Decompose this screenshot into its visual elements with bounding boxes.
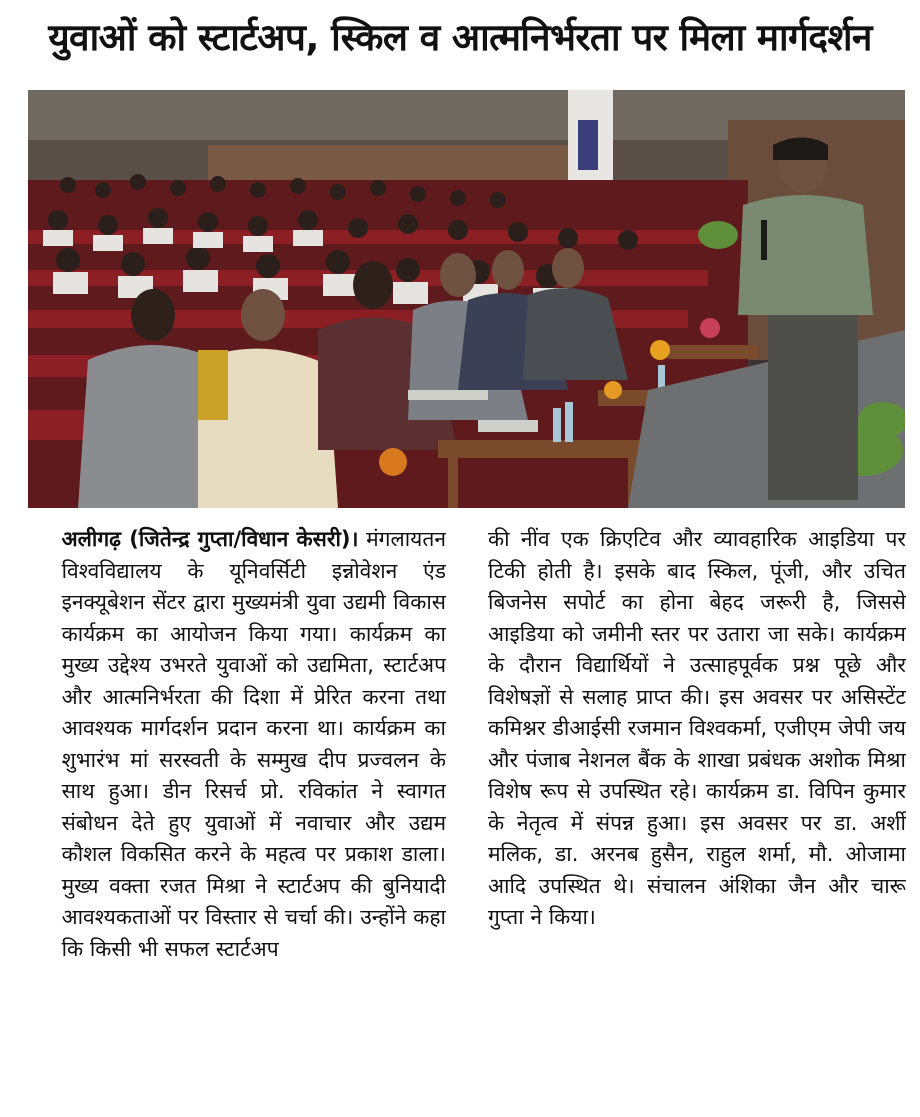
byline: अलीगढ़ (जितेन्द्र गुप्ता/विधान केसरी)। xyxy=(61,527,359,551)
headline: युवाओं को स्टार्टअप, स्किल व आत्मनिर्भरता पर मिला मार्गदर्शन xyxy=(48,16,872,59)
article-body-right: की नींव एक क्रिएटिव और व्यावहारिक आइडिया पर टिकी होती है। इसके बाद स्किल, पूंजी, और उचित बिजनेस सपोर्ट का होना बेहद जरूरी है, जिससे आइडिया को जमीनी स्तर पर उतारा जा सके। कार्यक्रम के दौरान विद्यार्थियों ने उत्साहपूर्वक प्रश्न पूछे और विशेषज्ञों से सलाह प्राप्त की। इस अवसर पर असिस्टेंट कमिश्नर डीआईसी रजमान विश्वकर्मा, एजीएम जेपी जय और पंजाब नेशनल बैंक के शाखा प्रबंधक अशोक मिश्रा विशेष रूप से उपस्थित रहे। कार्यक्रम डा. विपिन कुमार के नेतृत्व में संपन्न हुआ। इस अवसर पर डा. अर्शी मलिक, डा. अरनब हुसैन, राहुल शर्मा, मौ. ओजामा आदि उपस्थित थे। संचालन अंशिका जैन और चारू गुप्ता ने किया। xyxy=(488,527,906,929)
article-column-left xyxy=(28,524,446,1110)
article-column-right xyxy=(488,524,906,1110)
article-body-left: मंगलायतन विश्वविद्यालय के यूनिवर्सिटी इन्नोवेशन एंड इनक्यूबेशन सेंटर द्वारा मुख्यमंत्री युवा उद्यमी विकास कार्यक्रम का आयोजन किया गया। कार्यक्रम का मुख्य उद्देश्य उभरते युवाओं को उद्यमिता, स्टार्टअप और आत्मनिर्भरता की दिशा में प्रेरित करना तथा आवश्यक मार्गदर्शन प्रदान करना था। कार्यक्रम का शुभारंभ मां सरस्वती के सम्मुख दीप प्रज्वलन के साथ हुआ। डीन रिसर्च प्रो. रविकांत ने स्वागत संबोधन देते हुए युवाओं में नवाचार और उद्यम कौशल विकसित करने के महत्व पर प्रकाश डाला। मुख्य वक्ता रजत मिश्रा ने स्टार्टअप की बुनियादी आवश्यकताओं पर विस्तार से चर्चा की। उन्होंने कहा कि किसी भी सफल स्टार्टअप xyxy=(61,527,446,961)
auditorium-photo-illustration xyxy=(28,90,905,508)
event-photo xyxy=(28,90,905,508)
